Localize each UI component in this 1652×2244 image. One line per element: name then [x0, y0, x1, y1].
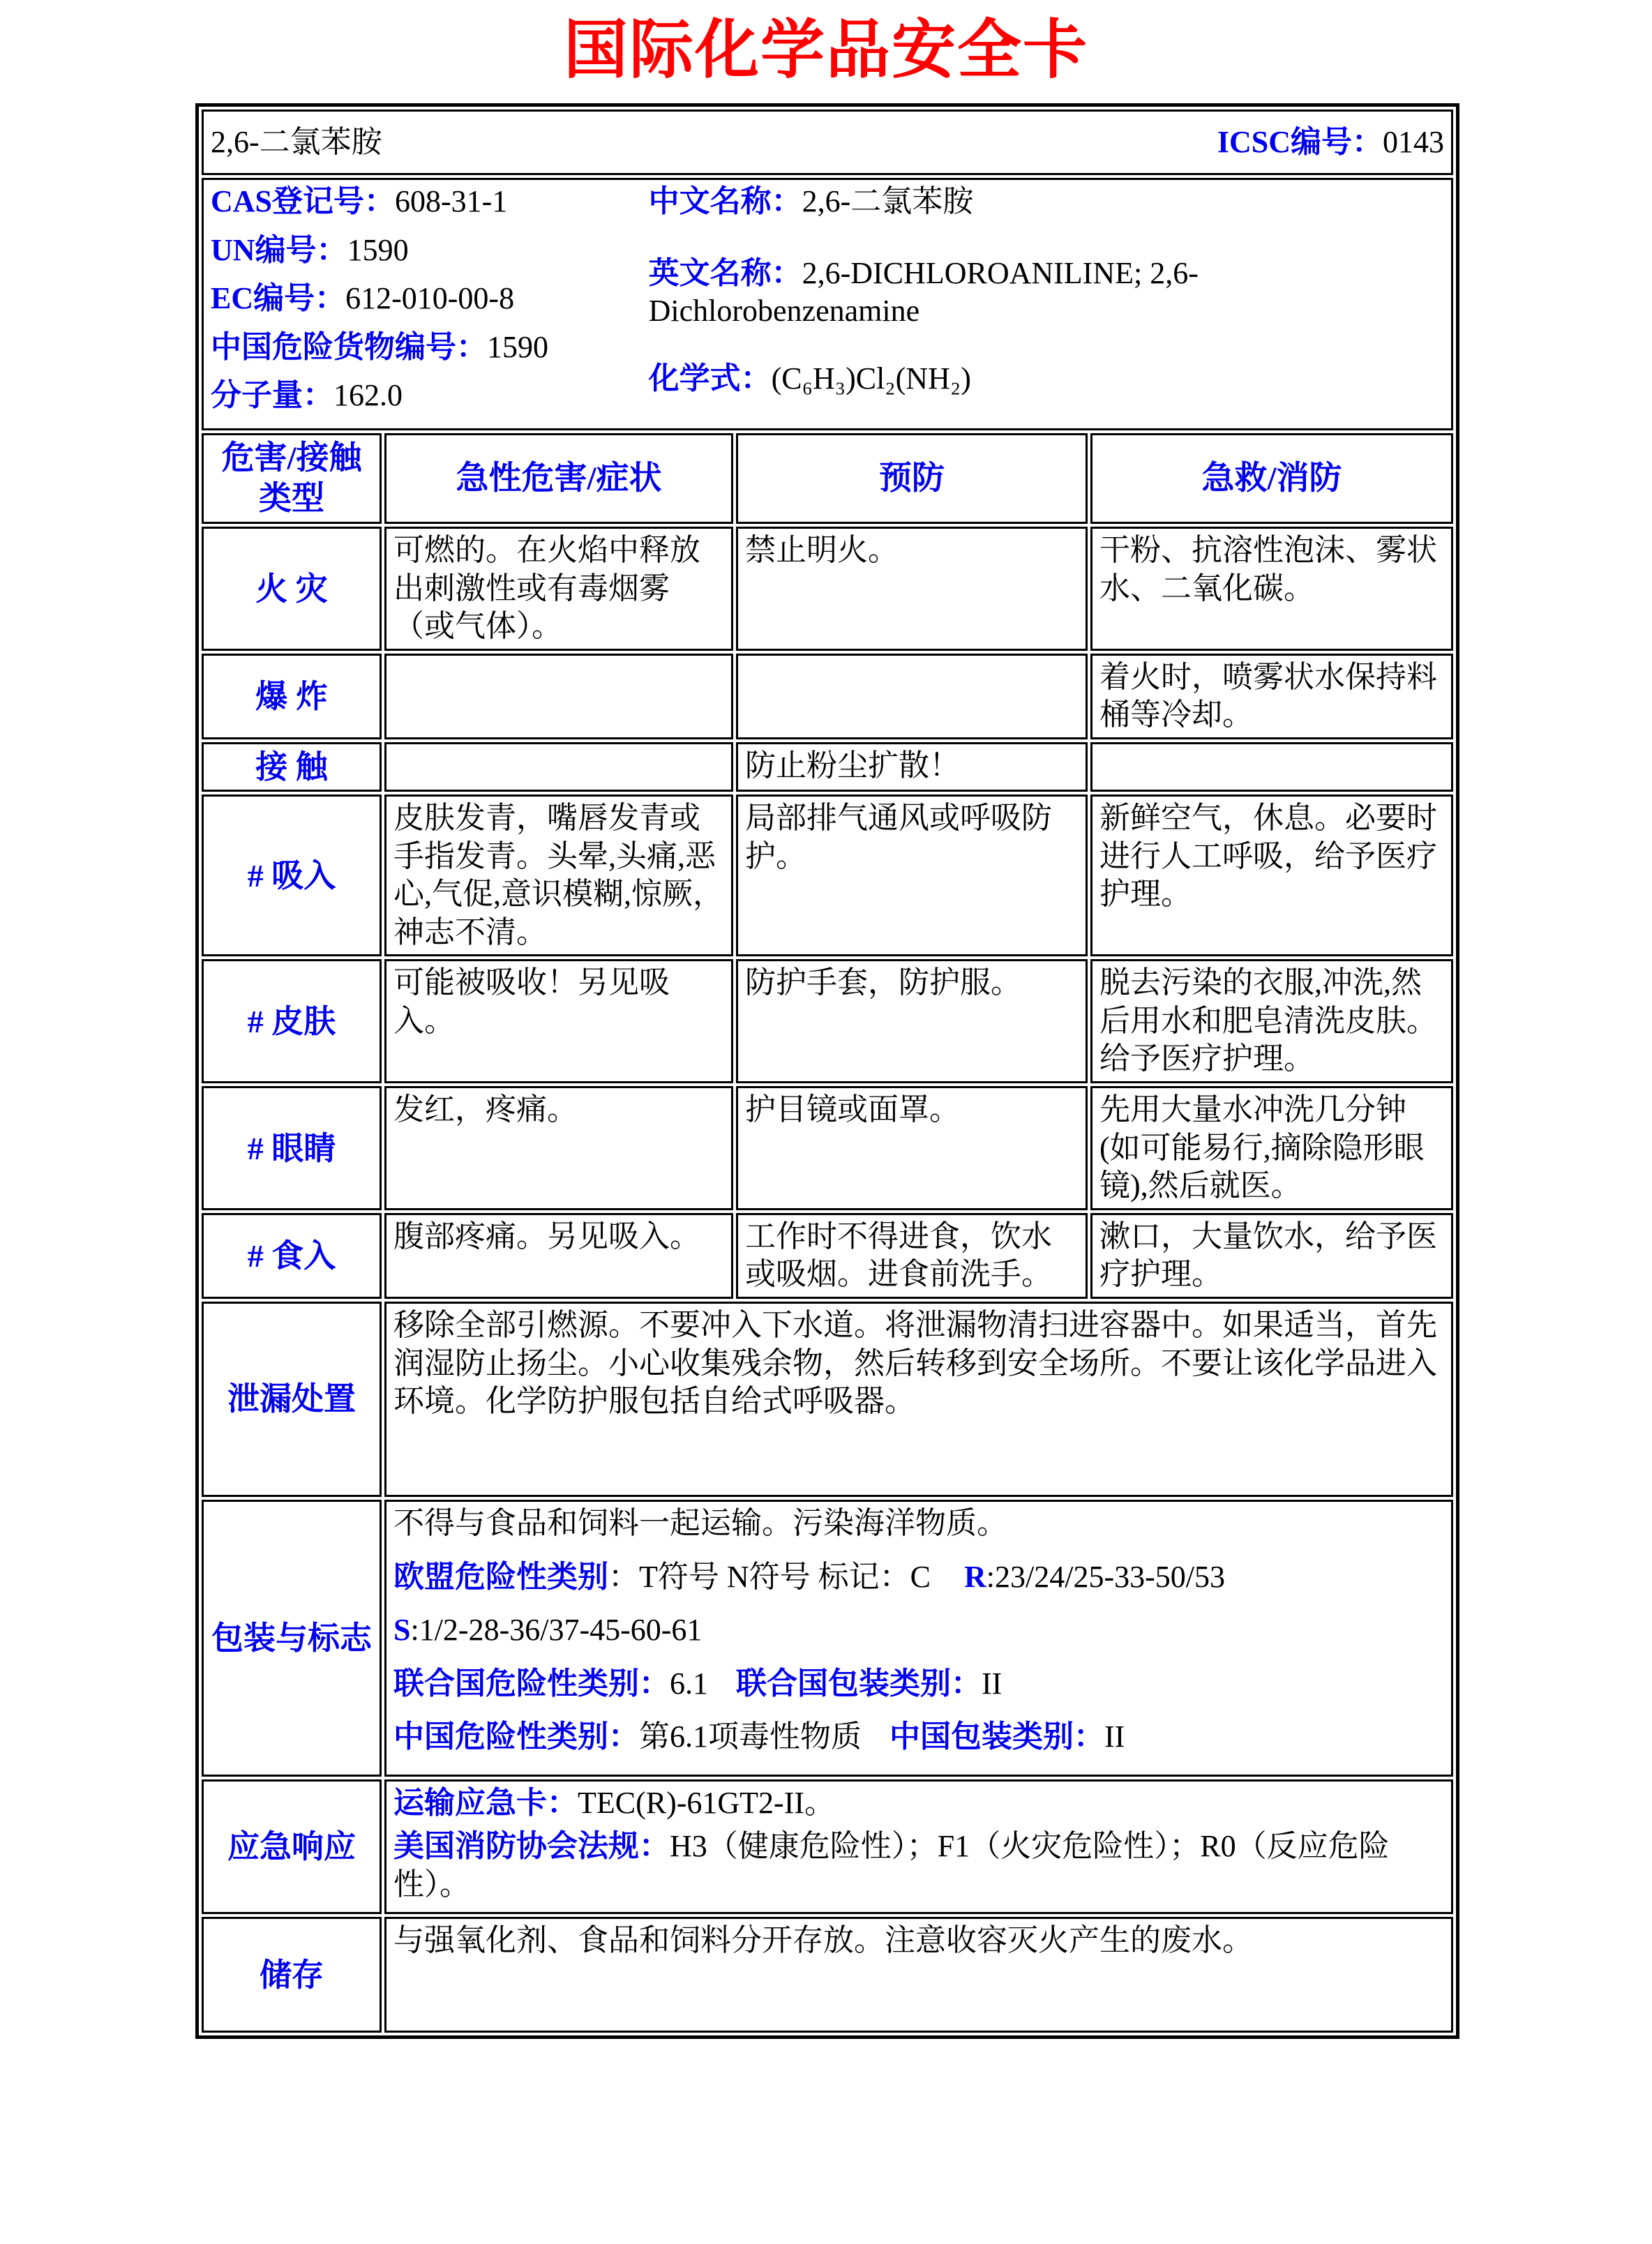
formula-label: 化学式：: [648, 361, 772, 396]
name-list: [649, 183, 1444, 426]
skin-prevention: 防护手套，防护服。: [736, 959, 1088, 1083]
storage-label: 储存: [202, 1917, 382, 2033]
nfpa-code-value: H3（健康危险性）；F1（火灾危险性）；R0（反应危险性）。: [393, 1829, 1390, 1902]
fire-label: 火 灾: [202, 527, 382, 651]
inhalation-prevention: 局部排气通风或呼吸防护。: [736, 795, 1088, 956]
molecular-weight-label: 分子量：: [211, 378, 333, 413]
english-name-line: [649, 255, 1444, 331]
cn-classification-line: [393, 1718, 1444, 1756]
eu-classification-label: 欧盟危险性类别: [393, 1559, 608, 1594]
cas-number-label: CAS登记号：: [211, 184, 396, 218]
english-name-value: 2,6-DICHLOROANILINE; 2,6-Dichlorobenzenamine: [648, 255, 1199, 329]
cas-number-value: 608-31-1: [395, 184, 508, 218]
formula-line: [649, 360, 1444, 398]
explosion-prevention: [736, 654, 1088, 739]
ec-number-line: [211, 280, 649, 318]
exposure-prevention: 防止粉尘扩散！: [736, 742, 1088, 792]
inhalation-symptoms: 皮肤发青，嘴唇发青或手指发青。头晕,头痛,恶心,气促,意识模糊,惊厥，神志不清。: [384, 795, 733, 956]
row-spill-disposal: [202, 1302, 1453, 1497]
china-dg-number-value: 1590: [487, 329, 548, 364]
row-packaging-labelling: [202, 1500, 1453, 1777]
row-skin: [202, 959, 1453, 1083]
r-phrases-label: R: [964, 1559, 986, 1594]
row-explosion: [202, 654, 1453, 739]
cn-packing-group-value: II: [1104, 1719, 1125, 1754]
inhalation-label: # 吸入: [202, 795, 382, 956]
un-packing-group-value: II: [982, 1666, 1003, 1701]
packaging-labelling-content: [384, 1500, 1453, 1777]
row-eyes: [202, 1086, 1453, 1210]
s-phrases-label: S: [393, 1613, 411, 1648]
chinese-name-value: 2,6-二氯苯胺: [802, 184, 974, 218]
s-phrases-value: :1/2-28-36/37-45-60-61: [410, 1613, 703, 1648]
row-exposure: [202, 742, 1453, 792]
cn-hazard-class-value: 第6.1项毒性物质: [639, 1719, 862, 1754]
hazard-table-header-row: [202, 433, 1453, 525]
china-dg-number-label: 中国危险货物编号：: [211, 329, 487, 364]
row-emergency-response: [202, 1779, 1453, 1915]
icsc-number-value: 0143: [1383, 124, 1444, 159]
explosion-label: 爆 炸: [202, 654, 382, 739]
header-hazard-type: 危害/接触 类型: [202, 433, 382, 525]
card-header-cell: [202, 110, 1453, 175]
molecular-weight-line: [211, 377, 649, 415]
cas-number-line: [211, 183, 649, 221]
nfpa-code-label: 美国消防协会法规：: [393, 1829, 670, 1864]
icsc-number: [1217, 123, 1444, 162]
un-classification-line: [393, 1665, 1444, 1703]
explosion-response: 着火时，喷雾状水保持料桶等冷却。: [1090, 654, 1453, 739]
inhalation-response: 新鲜空气，休息。必要时进行人工呼吸，给予医疗护理。: [1090, 795, 1453, 956]
r-phrases-value: :23/24/25-33-50/53: [986, 1559, 1225, 1594]
transport-emergency-card-line: [393, 1784, 1444, 1823]
s-phrases-line: [393, 1611, 1444, 1650]
storage-text: 与强氧化剂、食品和饲料分开存放。注意收容灭火产生的废水。: [384, 1917, 1453, 2033]
page-title: 国际化学品安全卡: [563, 15, 1088, 86]
chinese-name-line: [649, 183, 1444, 221]
english-name-label: 英文名称：: [648, 255, 802, 290]
un-number-label: UN编号：: [211, 232, 347, 267]
fire-response: 干粉、抗溶性泡沫、雾状水、二氧化碳。: [1090, 527, 1453, 651]
fire-prevention: 禁止明火。: [736, 527, 1088, 651]
cn-packing-group-label: 中国包装类别：: [889, 1719, 1104, 1754]
un-hazard-class-value: 6.1: [670, 1666, 708, 1701]
spill-disposal-text: 移除全部引燃源。不要冲入下水道。将泄漏物清扫进容器中。如果适当，首先润湿防止扬尘。小心收集残余物，然后转移到安全场所。不要让该化学品进入环境。化学防护服包括自给式呼吸器。: [384, 1302, 1453, 1497]
identifier-list: [211, 183, 649, 426]
chinese-name-label: 中文名称：: [648, 184, 802, 218]
emergency-response-label: 应急响应: [202, 1779, 382, 1915]
eu-classification-value: ：T符号 N符号 标记：C: [608, 1559, 931, 1594]
chemical-name-cn: 2,6-二氯苯胺: [211, 124, 382, 159]
ingestion-symptoms: 腹部疼痛。另见吸入。: [384, 1213, 733, 1299]
ec-number-value: 612-010-00-8: [345, 281, 515, 316]
molecular-weight-value: 162.0: [333, 378, 403, 413]
exposure-label: 接 触: [202, 742, 382, 792]
un-number-line: [211, 232, 649, 270]
ec-number-label: EC编号：: [211, 281, 346, 316]
formula-value: (C₆H₃)Cl₂(NH₂): [771, 361, 971, 396]
card-header-row: [202, 110, 1453, 175]
china-dg-number-line: [211, 329, 649, 367]
transport-emergency-card-label: 运输应急卡：: [393, 1785, 578, 1820]
skin-label: # 皮肤: [202, 959, 382, 1083]
spill-disposal-label: 泄漏处置: [202, 1302, 382, 1497]
exposure-symptoms: [384, 742, 733, 792]
eyes-prevention: 护目镜或面罩。: [736, 1086, 1088, 1210]
header-acute-hazards: 急性危害/症状: [384, 433, 733, 525]
eu-classification-line: [393, 1558, 1444, 1597]
ingestion-prevention: 工作时不得进食，饮水或吸烟。进食前洗手。: [736, 1213, 1088, 1299]
transport-emergency-card-value: TEC(R)-61GT2-II。: [578, 1785, 836, 1820]
header-first-aid: 急救/消防: [1090, 433, 1453, 525]
explosion-symptoms: [384, 654, 733, 739]
un-packing-group-label: 联合国包装类别：: [736, 1666, 982, 1701]
eyes-response: 先用大量水冲洗几分钟(如可能易行,摘除隐形眼镜),然后就医。: [1090, 1086, 1453, 1210]
eyes-label: # 眼睛: [202, 1086, 382, 1210]
nfpa-code-line: [393, 1828, 1444, 1904]
ingestion-label: # 食入: [202, 1213, 382, 1299]
row-inhalation: [202, 795, 1453, 956]
skin-response: 脱去污染的衣服,冲洗,然后用水和肥皂清洗皮肤。给予医疗护理。: [1090, 959, 1453, 1083]
header-prevention: 预防: [736, 433, 1088, 525]
eyes-symptoms: 发红，疼痛。: [384, 1086, 733, 1210]
identification-cell: [202, 178, 1453, 430]
packaging-labelling-label: 包装与标志: [202, 1500, 382, 1777]
row-ingestion: [202, 1213, 1453, 1299]
icsc-number-label: ICSC编号：: [1217, 124, 1383, 159]
icsc-document-page: [0, 15, 1652, 2244]
identification-row: [202, 178, 1453, 430]
row-fire: [202, 527, 1453, 651]
ingestion-response: 漱口，大量饮水，给予医疗护理。: [1090, 1213, 1453, 1299]
row-storage: [202, 1917, 1453, 2033]
exposure-response: [1090, 742, 1453, 792]
un-number-value: 1590: [347, 232, 409, 267]
packaging-transport-note: 不得与食品和饲料一起运输。污染海洋物质。: [393, 1505, 1007, 1540]
cn-hazard-class-label: 中国危险性类别：: [393, 1719, 639, 1754]
fire-symptoms: 可燃的。在火焰中释放出刺激性或有毒烟雾（或气体）。: [384, 527, 733, 651]
un-hazard-class-label: 联合国危险性类别：: [393, 1666, 670, 1701]
icsc-card-table: [195, 103, 1459, 2039]
skin-symptoms: 可能被吸收！另见吸入。: [384, 959, 733, 1083]
emergency-response-content: [384, 1779, 1453, 1915]
